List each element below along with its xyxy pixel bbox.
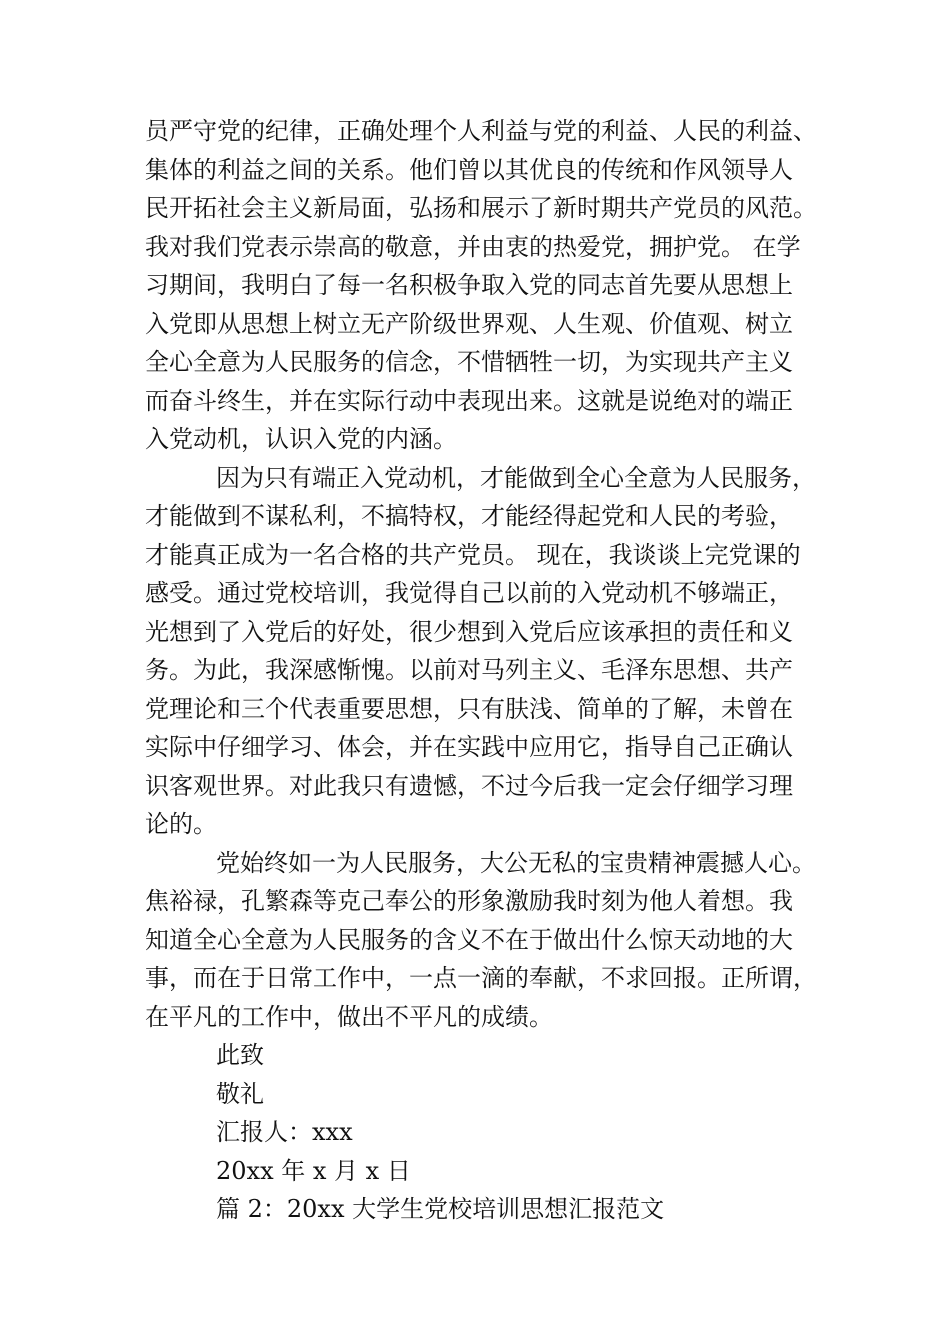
text-line: 入党动机，认识入党的内涵。 [145,425,457,453]
text-line: 入党即从思想上树立无产阶级世界观、人生观、价值观、树立 [145,309,793,338]
text-line: 事，而在于日常工作中，一点一滴的奉献，不求回报。正所谓， [145,964,817,992]
text-line: 识客观世界。对此我只有遗憾，不过今后我一定会仔细学习理 [145,771,793,800]
text-line: 知道全心全意为人民服务的含义不在于做出什么惊天动地的大 [145,925,793,954]
text-line: 务。为此，我深感惭愧。以前对马列主义、毛泽东思想、共产 [145,656,793,684]
text-line: 才能真正成为一名合格的共产党员。 现在，我谈谈上完党课的 [145,540,801,569]
text-line: 员严守党的纪律，正确处理个人利益与党的利益、人民的利益、 [145,117,817,145]
closing-salutation: 此致 [216,1041,264,1069]
paragraph-start-line: 党始终如一为人民服务，大公无私的宝贵精神震撼人心。 [216,848,816,877]
closing-regards: 敬礼 [216,1079,264,1108]
text-line: 党理论和三个代表重要思想，只有肤浅、简单的了解，未曾在 [145,694,793,723]
text-line: 论的。 [145,810,217,838]
paragraph-start-line: 因为只有端正入党动机，才能做到全心全意为人民服务， [216,463,816,492]
text-line: 集体的利益之间的关系。他们曾以其优良的传统和作风领导人 [145,155,793,184]
text-line: 民开拓社会主义新局面，弘扬和展示了新时期共产党员的风范。 [145,194,817,222]
text-line: 光想到了入党后的好处，很少想到入党后应该承担的责任和义 [145,617,793,646]
text-line: 我对我们党表示崇高的敬意，并由衷的热爱党，拥护党。 在学 [145,232,801,261]
text-line: 习期间，我明白了每一名积极争取入党的同志首先要从思想上 [145,271,793,299]
text-line: 感受。通过党校培训，我觉得自己以前的入党动机不够端正， [145,579,793,607]
document-body [145,112,817,1229]
text-line: 而奋斗终生，并在实际行动中表现出来。这就是说绝对的端正 [145,386,793,415]
text-line: 焦裕禄，孔繁森等克己奉公的形象激励我时刻为他人着想。我 [145,887,793,915]
text-line: 在平凡的工作中，做出不平凡的成绩。 [145,1002,553,1031]
section-heading: 篇 2：20xx 大学生党校培训思想汇报范文 [216,1195,665,1223]
text-line: 才能做到不谋私利，不搞特权，才能经得起党和人民的考验， [145,502,793,530]
text-line: 实际中仔细学习、体会，并在实践中应用它，指导自己正确认 [145,733,793,761]
reporter-name: 汇报人：xxx [216,1118,353,1146]
text-line: 全心全意为人民服务的信念，不惜牺牲一切，为实现共产主义 [145,348,793,376]
report-date: 20xx 年 x 月 x 日 [216,1156,411,1185]
